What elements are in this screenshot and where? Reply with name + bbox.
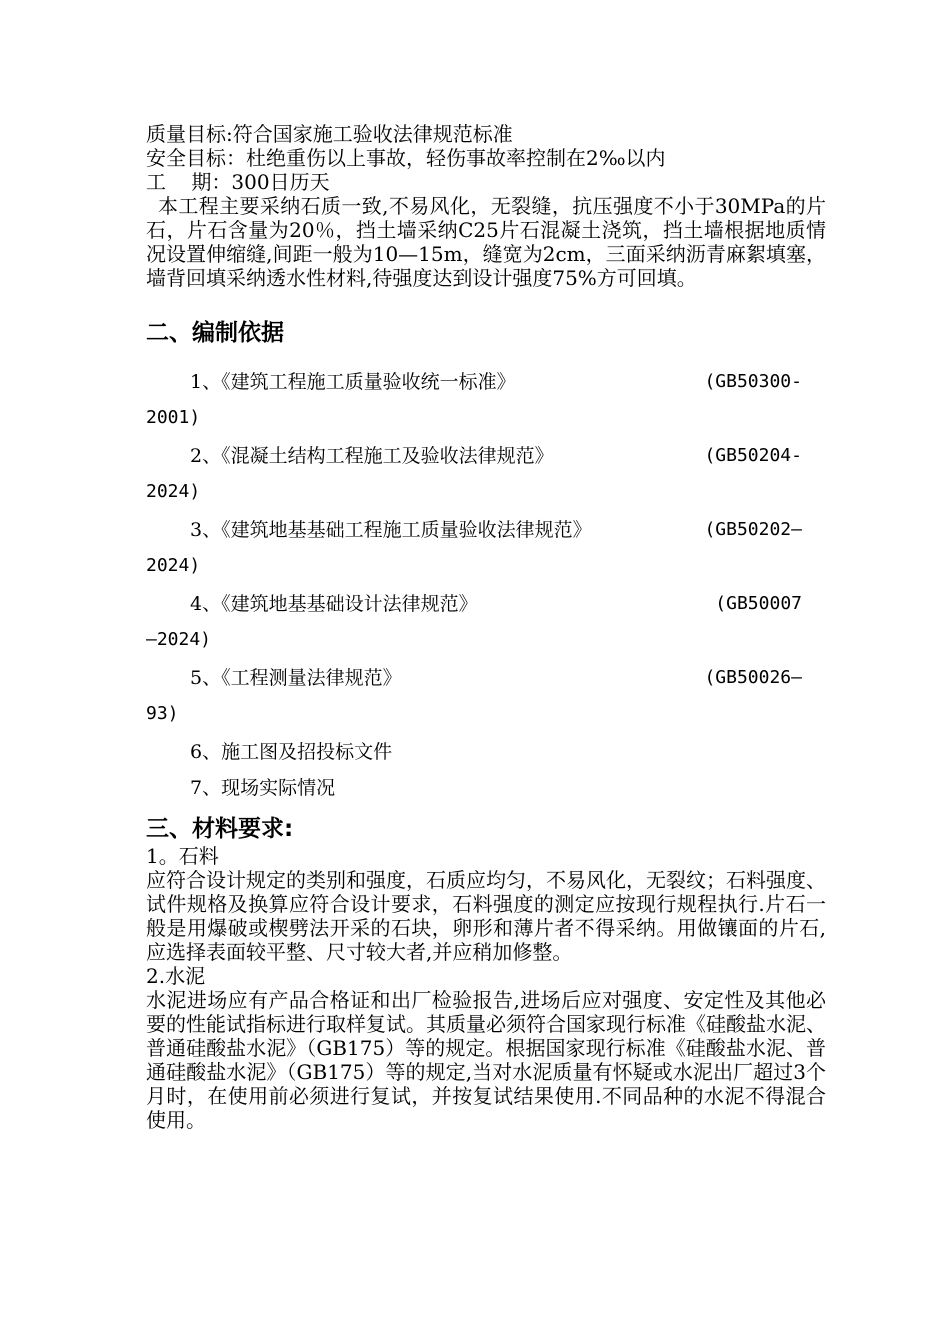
- reference-item: [146, 512, 826, 548]
- reference-code-continued: 93): [146, 703, 179, 724]
- document-page: [146, 122, 826, 1132]
- section-heading-basis: 二、编制依据: [146, 320, 284, 346]
- reference-title: 5、《工程测量法律规范》: [190, 667, 402, 689]
- safety-goal: 安全目标：杜绝重伤以上事故，轻伤事故率控制在2‰以内: [146, 146, 666, 170]
- reference-item: [146, 660, 826, 696]
- reference-title: 2、《混凝土结构工程施工及验收法律规范》: [190, 445, 554, 467]
- reference-code: (GB50204-: [704, 445, 802, 466]
- reference-code-continued: 2024): [146, 555, 201, 576]
- reference-item-site: 7、现场实际情况: [190, 777, 336, 799]
- reference-title: 1、《建筑工程施工质量验收统一标准》: [190, 371, 516, 393]
- section-heading-materials: 三、材料要求:: [146, 816, 294, 842]
- cement-paragraph: 水泥进场应有产品合格证和出厂检验报告,进场后应对强度、安定性及其他必要的性能试指标进行取样复试。其质量必须符合国家现行标准《硅酸盐水泥、普通硅酸盐水泥》（GB175）等的规定。根据国家现行标准《硅酸盐水泥、普通硅酸盐水泥》（GB175）等的规定,当对水泥质量有怀疑或水泥出厂超过3个月时，在使用前必须进行复试，并按复试结果使用.不同品种的水泥不得混合使用。: [146, 988, 826, 1132]
- reference-item-drawings: 6、施工图及招投标文件: [190, 741, 393, 763]
- reference-code: (GB50300-: [704, 371, 802, 392]
- quality-goal: 质量目标:符合国家施工验收法律规范标准: [146, 122, 513, 146]
- reference-code-continued: 2001): [146, 407, 201, 428]
- reference-list: [146, 364, 826, 806]
- stone-paragraph: 应符合设计规定的类别和强度，石质应均匀，不易风化，无裂纹；石料强度、试件规格及换算应符合设计要求，石料强度的测定应按现行规程执行.片石一般是用爆破或楔劈法开采的石块，卵形和薄片者不得采纳。用做镶面的片石,应选择表面较平整、尺寸较大者,并应稍加修整。: [146, 868, 826, 964]
- cement-title: 2.水泥: [146, 964, 206, 988]
- reference-code: (GB50007: [715, 593, 802, 614]
- construction-period: 工 期：300日历天: [146, 170, 330, 194]
- intro-paragraph: 本工程主要采纳石质一致,不易风化，无裂缝，抗压强度不小于30MPa的片石，片石含量为20％，挡土墙采纳C25片石混凝土浇筑，挡土墙根据地质情况设置伸缩缝,间距一般为10—15m，缝宽为2cm，三面采纳沥青麻絮填塞，墙背回填采纳透水性材料,待强度达到设计强度75%方可回填。: [146, 194, 826, 290]
- reference-code-continued: —2024): [146, 629, 212, 650]
- reference-item: [146, 586, 826, 622]
- reference-title: 3、《建筑地基基础工程施工质量验收法律规范》: [190, 519, 592, 541]
- reference-code: (GB50202—: [704, 519, 802, 540]
- reference-item: [146, 438, 826, 474]
- reference-title: 4、《建筑地基基础设计法律规范》: [190, 593, 478, 615]
- reference-code: (GB50026—: [704, 667, 802, 688]
- reference-code-continued: 2024): [146, 481, 201, 502]
- stone-title: 1。石料: [146, 844, 219, 868]
- reference-item: [146, 364, 826, 400]
